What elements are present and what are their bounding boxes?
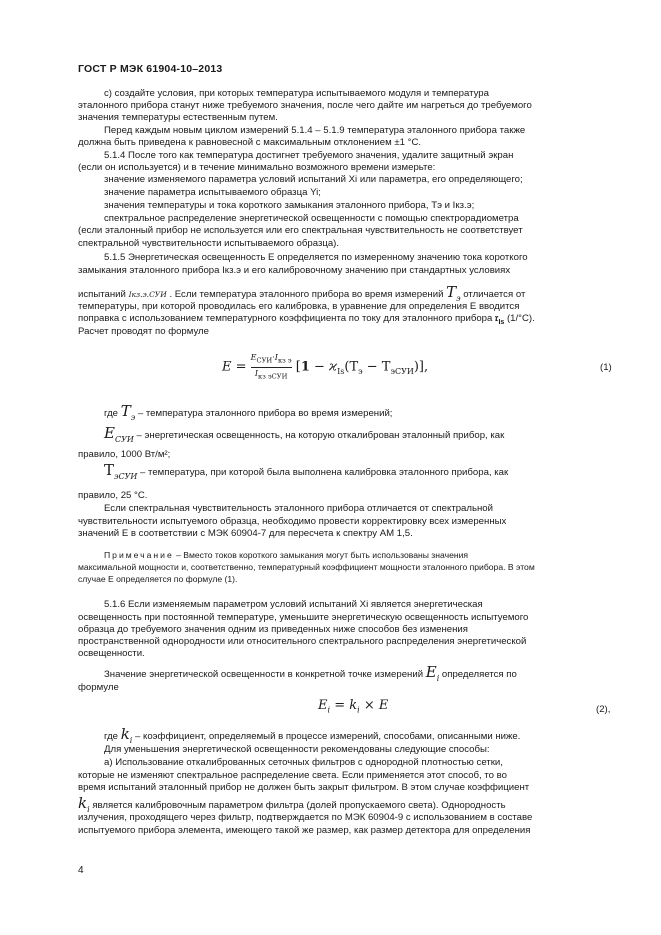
note-line <box>78 550 613 561</box>
para-514-list-item: значение изменяемого параметра условий испытаний Xi или параметра, его определяющего; <box>104 174 523 185</box>
para-516-line: освещенность при постоянной температуре, уменьшите энергетическую освещенность испытуемого <box>78 612 529 623</box>
document-header: ГОСТ Р МЭК 61904-10–2013 <box>78 63 223 75</box>
para-c-line: c) создайте условия, при которых температура испытываемого модуля и температура <box>104 88 489 99</box>
where-label: где <box>104 408 119 419</box>
formula-2: $E_i = k_i \times E$ <box>318 698 389 715</box>
para-methods-line: Для уменьшения энергетической освещенности рекомендованы следующие способы: <box>104 744 490 755</box>
para-514-list-item: значение параметра испытываемого образца Yi; <box>104 187 321 198</box>
para-515-line: Расчет проводят по формуле <box>78 326 209 337</box>
where-text: – энергетическая освещенность, на которую откалиброван эталонный прибор, как <box>136 430 505 441</box>
where-text: – температура эталонного прибора во время измерений; <box>137 408 393 419</box>
para-cycle-line: Перед каждым новым циклом измерений 5.1.4 – 5.1.9 температура эталонного прибора также <box>104 125 526 136</box>
coefficient-symbol: $k_i$ <box>78 794 90 814</box>
para-cycle-line: должна быть приведена к равновесной с максимальным отклонением ±1 °C. <box>78 137 422 148</box>
para-515-text: отличается от <box>463 289 526 300</box>
irradiance-symbol: $E_{СУИ}$ <box>104 424 134 444</box>
para-c-line: значения температуры естественным путем. <box>78 112 278 123</box>
para-c-line: эталонного прибора станут ниже требуемого значения, после чего дайте им нагреться до требуемого <box>78 100 532 111</box>
para-spectral-line: значений E в соответствии с МЭК 60904-7 для пересчета к спектру AM 1,5. <box>78 528 413 539</box>
note-line: случае E определяется по формуле (1). <box>78 574 238 584</box>
where-text: – коэффициент, определяемый в процессе измерений, способами, описанными ниже. <box>135 731 521 742</box>
temperature-symbol: $T_{эСУИ}$ <box>104 461 138 481</box>
note-text: – Вместо токов короткого замыкания могут быть использованы значения <box>176 550 469 560</box>
para-spectral-line: чувствительности испытуемого образца, необходимо провести корректировку всех измеренных <box>78 516 507 527</box>
para-515-line: 5.1.5 Энергетическая освещенность E определяется по измеренному значению тока короткого <box>104 252 528 263</box>
para-515-text: испытаний <box>78 289 126 300</box>
para-a-line: а) Использование откалиброванных сеточных фильтров с однородной плотностью сетки, <box>104 757 503 768</box>
isc-reference-symbol: Iкз.э.СУИ <box>128 290 167 299</box>
para-516-line: пространственной однородности или относительного спектрального распределения энергетической <box>78 636 527 647</box>
para-515-text: . Если температура эталонного прибора во время измерений <box>169 289 444 300</box>
note-label: Примечание <box>104 550 174 560</box>
page-number: 4 <box>78 865 84 876</box>
para-value-text: определяется по <box>441 669 517 680</box>
para-514-line: (если он используется) и в течение минимально возможного времени измерьте: <box>78 162 436 173</box>
temperature-symbol: $T_э$ <box>446 283 461 303</box>
alpha-symbol: 𝔯$_{Is}$ <box>495 313 505 326</box>
para-514-list-item: значения температуры и тока короткого замыкания эталонного прибора, Tэ и Iкз.э; <box>104 200 475 211</box>
para-516-line: образца до требуемого значения одним из приведенных ниже способов без изменения <box>78 624 468 635</box>
note-line: максимальной мощности и, соответственно, температурный коэффициент мощности эталонного прибора. В этом <box>78 562 535 572</box>
where-line <box>104 424 613 446</box>
para-515-line: температуры, при которой проводилась его калибровка, в уравнение для определения E вводится <box>78 301 520 312</box>
temperature-symbol: $T_э$ <box>120 402 136 422</box>
irradiance-point-symbol: $E_i$ <box>425 663 440 683</box>
para-a-text: является калибровочным параметром фильтра (долей пропускаемого света). Однородность <box>92 800 506 811</box>
where-line: правило, 1000 Вт/м²; <box>78 449 171 460</box>
formula-1: E = $E_{СУИ}\cdot I_{кз э}$ $I_{кз эСУИ}$ $[1 - ϰ_{Is}(T_э - T_{эСУИ})]$, <box>222 353 429 381</box>
para-515-text: поправка с использованием температурного коэффициента по току для эталонного прибора <box>78 313 493 324</box>
para-value-text: Значение энергетической освещенности в конкретной точке измерений <box>104 669 424 680</box>
where-line <box>104 402 613 424</box>
para-a-line: испытуемого прибора элемента, имеющего такой же размер, как размер детектора для определения <box>78 825 531 836</box>
formula-1-number: (1) <box>600 362 612 373</box>
para-516-line: 5.1.6 Если изменяемым параметром условий испытаний Xi является энергетическая <box>104 599 483 610</box>
para-a-line: которые не изменяют спектральное распределение света. Если применяется этот способ, то во <box>78 770 507 781</box>
para-514-list-item: (если эталонный прибор не используется или его спектральная чувствительность не соответствует <box>78 225 523 236</box>
para-515-text: (1/°C). <box>506 313 535 324</box>
para-value-line: формуле <box>78 682 119 693</box>
para-spectral-line: Если спектральная чувствительность эталонного прибора отличается от спектральной <box>104 503 493 514</box>
para-515-line: замыкания эталонного прибора Iкз.э и его калибровочному значению при стандартных условиях <box>78 265 511 276</box>
para-516-line: освещенности. <box>78 648 145 659</box>
coefficient-symbol: $k_i$ <box>120 725 133 745</box>
para-a-line: излучения, проходящего через фильтр, подтверждается по МЭК 60904-9 с использованием в составе <box>78 812 533 823</box>
where-line <box>104 461 613 483</box>
where-text: – температура, при которой была выполнена калибровка эталонного прибора, как <box>140 467 509 478</box>
where-line: правило, 25 °C. <box>78 490 148 501</box>
para-514-line: 5.1.4 После того как температура достигнет требуемого значения, удалите защитный экран <box>104 150 514 161</box>
where-label: где <box>104 731 119 742</box>
para-514-list-item: спектральное распределение энергетической освещенности с помощью спектрорадиометра <box>104 213 519 224</box>
formula-2-number: (2), <box>596 704 611 715</box>
para-a-line: время испытаний эталонный прибор не должен быть закрыт фильтром. В этом случае коэффициент <box>78 782 530 793</box>
para-514-list-item: спектральной чувствительности испытываемого образца). <box>78 238 340 249</box>
